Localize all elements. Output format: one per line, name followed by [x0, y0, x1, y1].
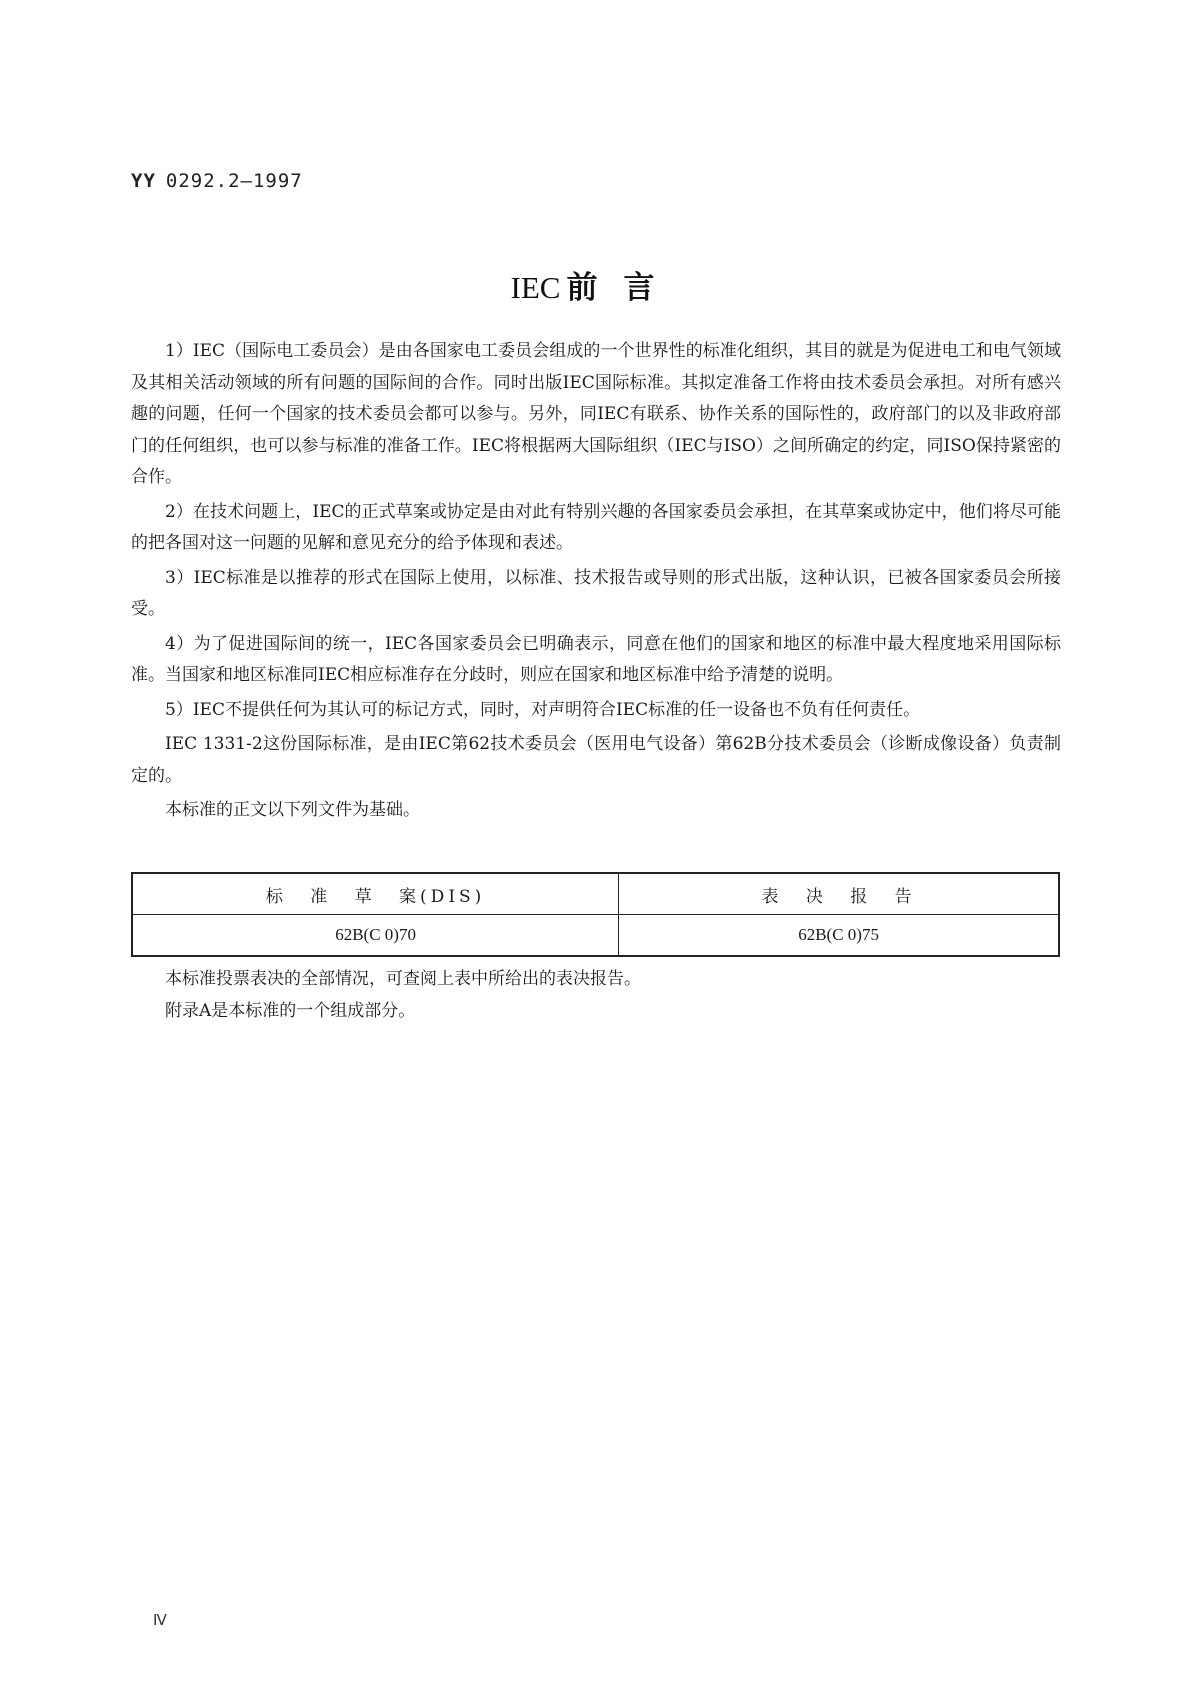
basis-documents-table: [131, 872, 1060, 957]
table-cell-dis: 62B(C 0)70: [132, 915, 619, 957]
paragraph-5: 5）IEC不提供任何为其认可的标记方式，同时，对声明符合IEC标准的任一设备也不负有任何责任。: [165, 699, 921, 720]
page-number: Ⅳ: [153, 1613, 167, 1629]
table-header-vote-report: 表 决 报 告: [619, 873, 1059, 915]
standard-code-prefix: YY: [131, 170, 156, 192]
paragraph-2: 2）在技术问题上，IEC的正式草案或协定是由对此有特别兴趣的各国家委员会承担，在其草案或协定中，他们将尽可能的把各国对这一问题的见解和意见充分的给予体现和表述。: [131, 501, 1061, 553]
paragraph-1: 1）IEC（国际电工委员会）是由各国家电工委员会组成的一个世界性的标准化组织，其目的就是为促进电工和电气领域及其相关活动领域的所有问题的国际间的合作。同时出版IEC国际标准。其拟定准备工作将由技术委员会承担。对所有感兴趣的问题，任何一个国家的技术委员会都可以参与。另外，同IEC有联系、协作关系的国际性的，政府部门的以及非政府部门的任何组织，也可以参与标准的准备工作。IEC将根据两大国际组织（IEC与ISO）之间所确定的约定，同ISO保持紧密的合作。: [131, 341, 1061, 487]
paragraph-basis: 本标准的正文以下列文件为基础。: [165, 800, 420, 820]
table-header-row: [132, 873, 1059, 915]
paragraph-voting: 本标准投票表决的全部情况，可查阅上表中所给出的表决报告。: [165, 969, 641, 989]
standard-code-number: 0292.2—1997: [165, 170, 303, 192]
paragraph-annex: 附录A是本标准的一个组成部分。: [165, 1000, 416, 1021]
table-row: [132, 915, 1059, 957]
table-header-dis: 标 准 草 案(DIS): [132, 873, 619, 915]
after-table-text: [131, 964, 1061, 1027]
page-title-main: 前言: [566, 270, 681, 306]
page-title-prefix: IEC: [510, 270, 561, 305]
foreword-body: [131, 336, 1061, 830]
paragraph-3: 3）IEC标准是以推荐的形式在国际上使用，以标准、技术报告或导则的形式出版，这种认识，已被各国家委员会所接受。: [131, 567, 1061, 619]
paragraph-4: 4）为了促进国际间的统一，IEC各国家委员会已明确表示，同意在他们的国家和地区的标准中最大程度地采用国际标准。当国家和地区标准同IEC相应标准存在分歧时，则应在国家和地区标准中给予清楚的说明。: [131, 633, 1061, 685]
table-cell-vote-report: 62B(C 0)75: [619, 915, 1059, 957]
standard-code: [131, 170, 303, 192]
page-title: [0, 262, 1191, 307]
paragraph-committee: IEC 1331-2这份国际标准，是由IEC第62技术委员会（医用电气设备）第62B分技术委员会（诊断成像设备）负责制定的。: [131, 734, 1061, 786]
